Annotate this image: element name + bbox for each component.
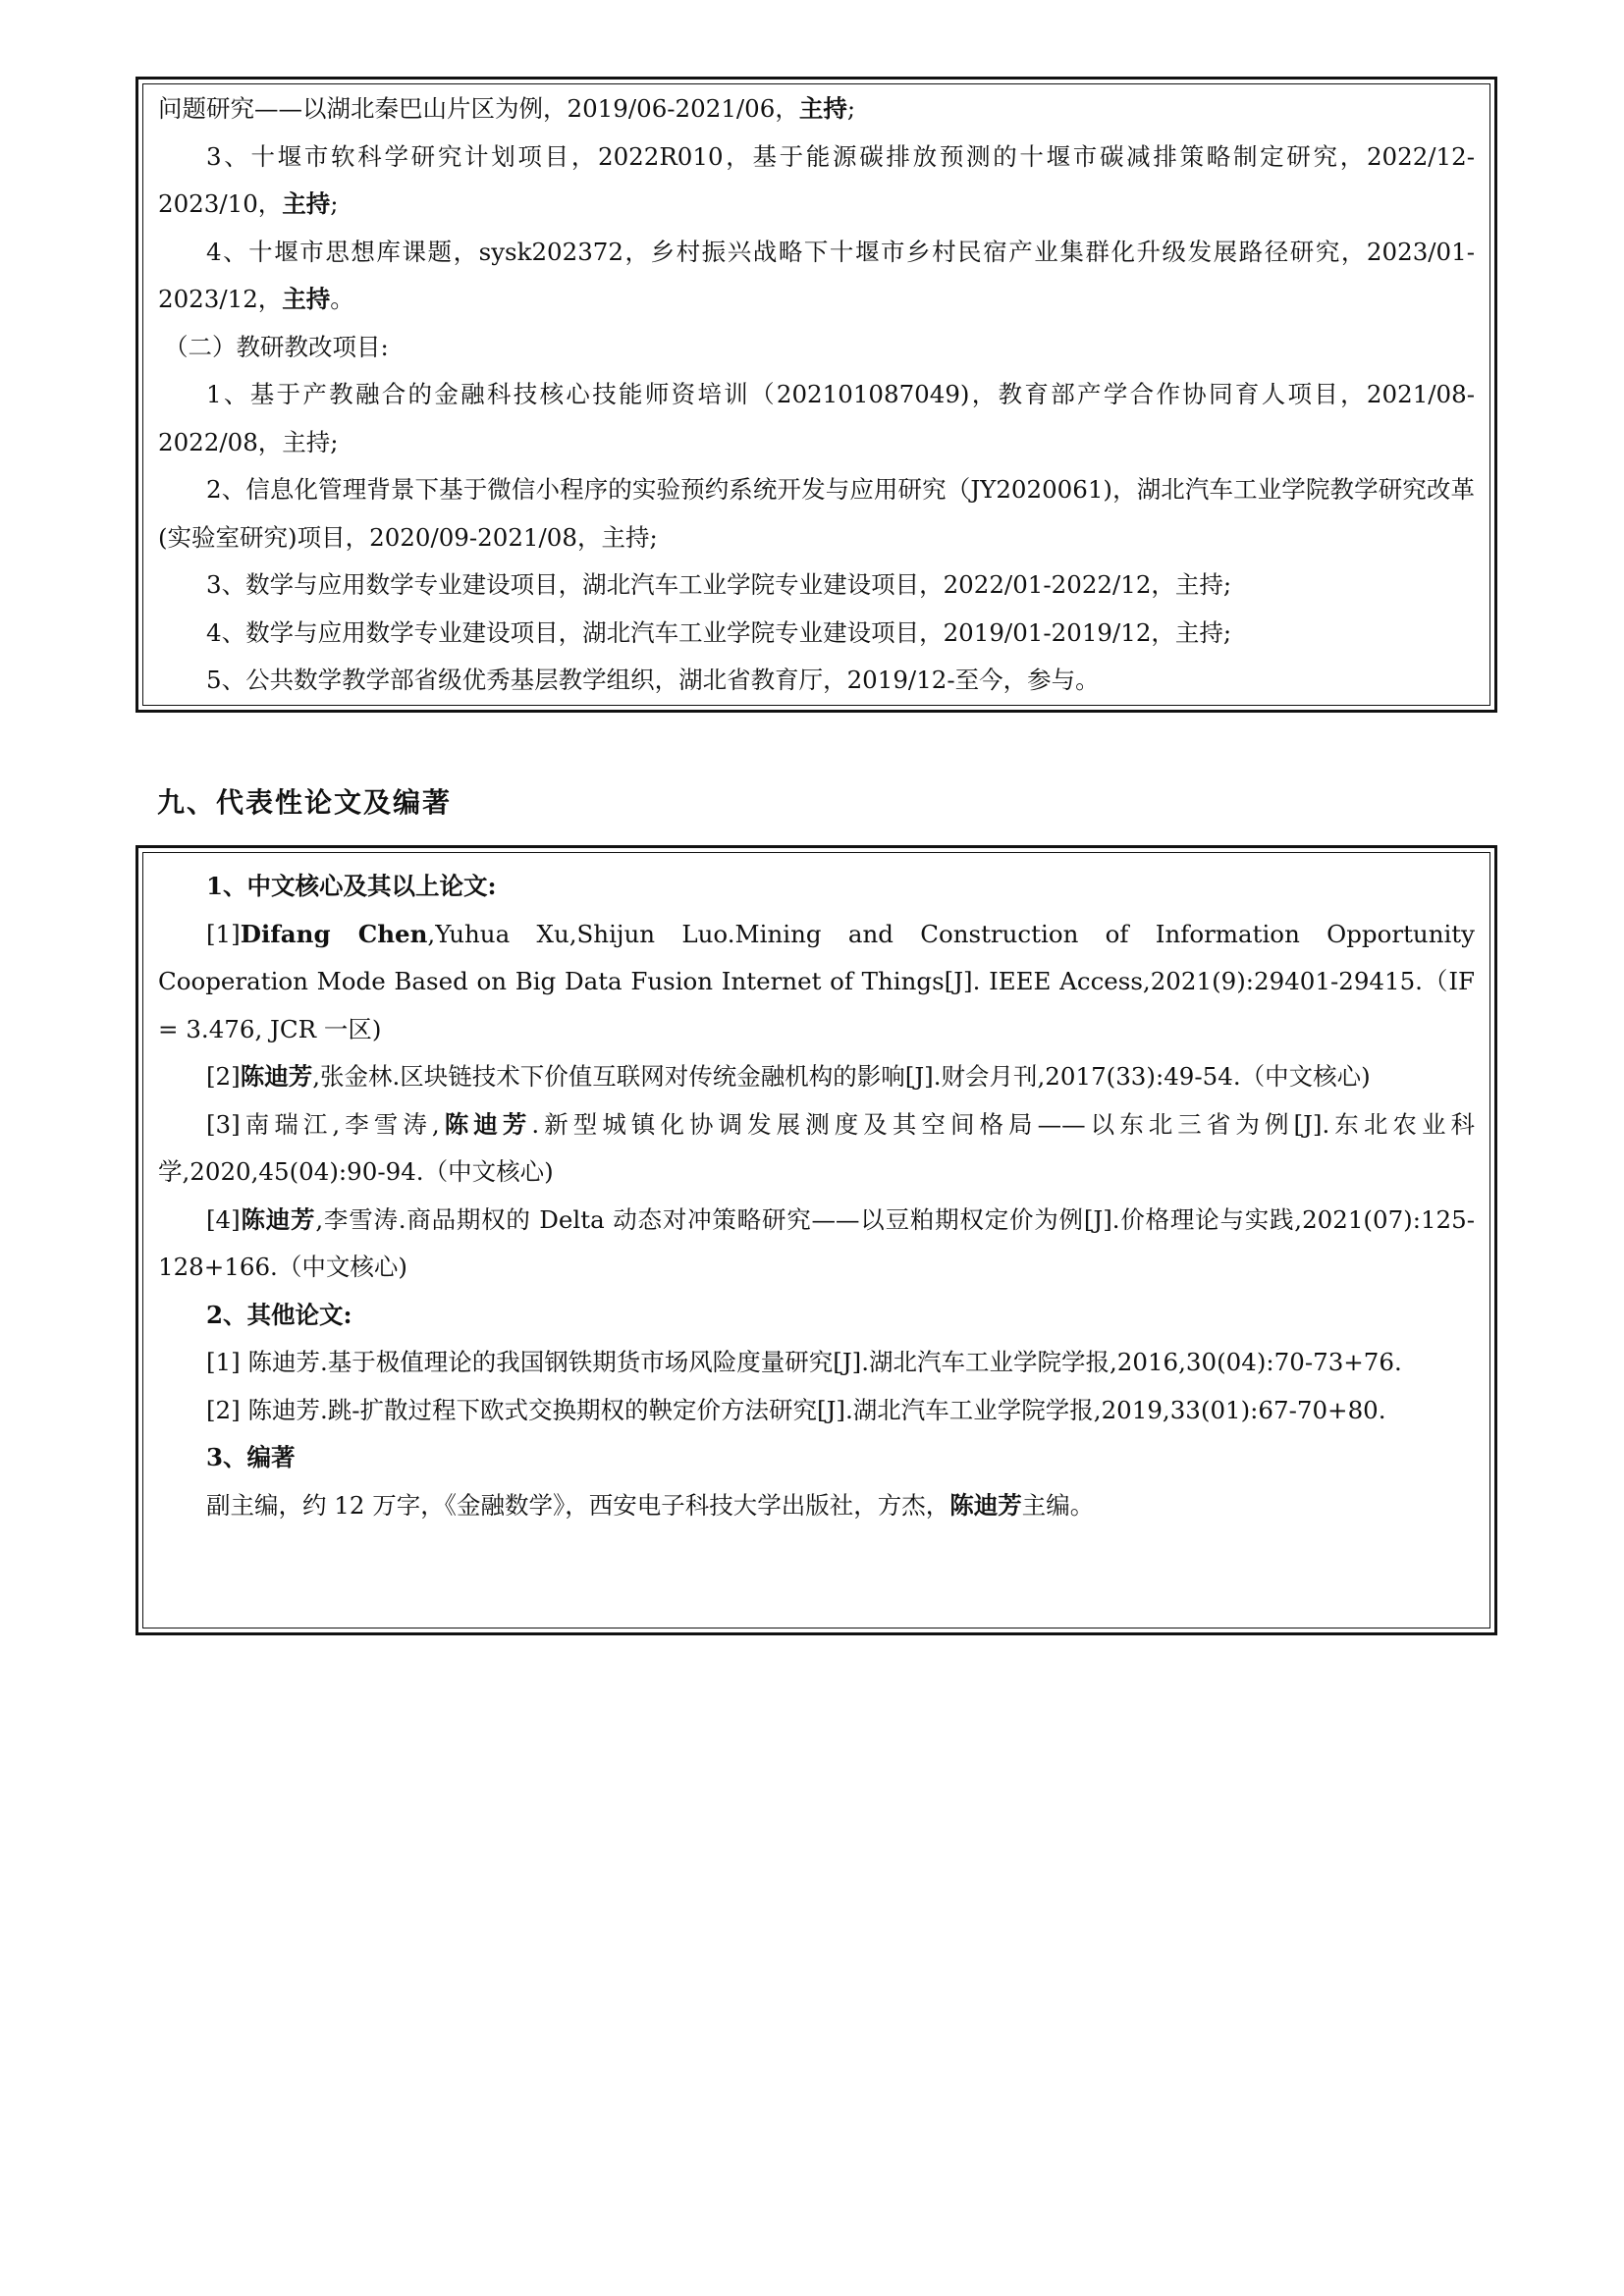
teaching-item-2: 2、信息化管理背景下基于微信小程序的实验预约系统开发与应用研究（JY2020061)，湖北汽车工业学院教学研究改革(实验室研究)项目，2020/09-2021/08，主持;: [158, 475, 1475, 552]
teaching-item-5: 5、公共数学教学部省级优秀基层教学组织，湖北省教育厅，2019/12-至今，参与。: [206, 666, 1100, 694]
teaching-item-1: 1、基于产教融合的金融科技核心技能师资培训（202101087049)，教育部产学合作协同育人项目，2021/08-2022/08，主持;: [158, 380, 1475, 456]
teaching-projects-heading: （二）教研教改项目:: [164, 332, 389, 361]
research-item-4: 4、十堰市思想库课题，sysk202372，乡村振兴战略下十堰市乡村民宿产业集群化升级发展路径研究，2023/01-2023/12，主持。: [158, 237, 1475, 313]
teaching-item-3: 3、数学与应用数学专业建设项目，湖北汽车工业学院专业建设项目，2022/01-2022/12，主持;: [206, 570, 1232, 599]
section-title: 九、代表性论文及编著: [157, 786, 453, 819]
core-papers-heading: 1、中文核心及其以上论文:: [206, 872, 497, 900]
teaching-item-4: 4、数学与应用数学专业建设项目，湖北汽车工业学院专业建设项目，2019/01-2019/12，主持;: [206, 617, 1232, 647]
paper-1: [1]Difang Chen,Yuhua Xu,Shijun Luo.Mining and Construction of Information Opportunity Cooperation Mode Based on Big Data Fusion Internet of Things[J]. IEEE Access,2021(9):29401-29415.（IF = 3.476, JCR 一区): [158, 919, 1475, 1043]
paper-3: [3]南瑞江,李雪涛,陈迪芳.新型城镇化协调发展测度及其空间格局——以东北三省为例[J].东北农业科学,2020,45(04):90-94.（中文核心): [158, 1109, 1475, 1186]
research-projects-box: [135, 77, 1497, 713]
research-item-3: 3、十堰市软科学研究计划项目，2022R010，基于能源碳排放预测的十堰市碳减排策略制定研究，2022/12-2023/10，主持;: [158, 141, 1475, 218]
other-paper-1: [1] 陈迪芳.基于极值理论的我国钢铁期货市场风险度量研究[J].湖北汽车工业学院学报,2016,30(04):70-73+76.: [206, 1348, 1402, 1376]
research-item-continued: 问题研究——以湖北秦巴山片区为例，2019/06-2021/06，主持;: [158, 94, 856, 123]
book-heading: 3、编著: [206, 1443, 296, 1471]
publications-box: [135, 845, 1497, 1635]
other-paper-2: [2] 陈迪芳.跳-扩散过程下欧式交换期权的鞅定价方法研究[J].湖北汽车工业学院学报,2019,33(01):67-70+80.: [206, 1395, 1386, 1424]
paper-4: [4]陈迪芳,李雪涛.商品期权的 Delta 动态对冲策略研究——以豆粕期权定价为例[J].价格理论与实践,2021(07):125-128+166.（中文核心): [158, 1204, 1476, 1281]
other-papers-heading: 2、其他论文:: [206, 1300, 352, 1329]
paper-2: [2]陈迪芳,张金林.区块链技术下价值互联网对传统金融机构的影响[J].财会月刊,2017(33):49-54.（中文核心): [206, 1062, 1371, 1091]
book-item: 副主编，约 12 万字，《金融数学》，西安电子科技大学出版社，方杰，陈迪芳主编。: [206, 1490, 1095, 1520]
